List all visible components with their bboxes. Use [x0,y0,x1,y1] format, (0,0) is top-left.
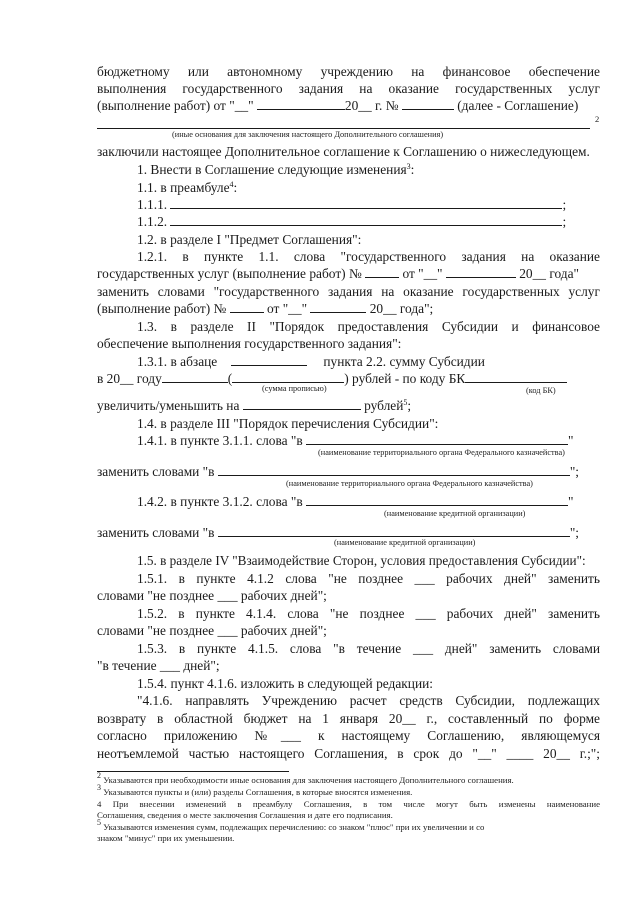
footnote-text: Указываются при необходимости иные основания для заключения настоящего Дополнительного соглашения. [101,775,514,785]
intro-date-prefix: (выполнение работ) от "__" [97,98,257,113]
caption-treasury-2: (наименование территориального органа Федерального казначейства) [286,479,533,488]
item-1-3-1-line-a [137,353,600,370]
intro-line-5: заключили настоящее Дополнительное соглашение к Соглашению о нижеследующем. [97,144,590,159]
blank-treasury-new [218,463,570,476]
caption-sum-in-words: (сумма прописью) [262,384,327,393]
quote-line-b: возврату в областной бюджет на 1 января 20__ г., составленный по форме [97,711,600,726]
footnote-mark-5: 5 [403,398,408,407]
footnote-number: 3 [97,783,101,792]
text: 1.4.2. в пункте 3.1.2. слова "в [137,494,307,509]
text: " [568,494,574,509]
footnote-mark-3: 3 [406,162,411,171]
text: (выполнение работ) № [97,301,230,316]
footnote-number: 2 [97,771,101,780]
text: 20__ года" [515,266,580,281]
blank-number [365,265,399,278]
blank-month [446,265,516,278]
blank-1-1-1 [170,196,562,209]
item-1-colon: : [410,162,415,177]
text: "; [569,464,580,479]
semicolon: ; [562,197,567,212]
text: 1.4.1. в пункте 3.1.1. слова "в [137,433,307,448]
item-1-2-1-line-c: заменить словами "государственного задания на оказание государственных услуг [97,284,600,299]
item-1-1-colon: : [233,180,238,195]
footnote-4-line-a: 4 При внесении изменений в преамбулу Соглашения, в том числе могут быть изменены наименование [97,799,600,809]
item-1-2-1-line-b [97,265,600,282]
text: пункта 2.2. сумму Субсидии [323,354,485,369]
item-1-5-1-line-a: 1.5.1. в пункте 4.1.2 слова "не позднее ___ рабочих дней" заменить [137,571,600,586]
item-1-5: 1.5. в разделе IV "Взаимодействие Сторон, условия предоставления Субсидии": [137,553,586,568]
item-1-2-1-line-d [97,300,600,317]
text: увеличить/уменьшить на [97,398,243,413]
text: от "__" [399,266,446,281]
item-1-text: 1. Внести в Соглашение следующие изменения [137,162,407,177]
intro-line-1: бюджетному или автономному учреждению на финансовое обеспечение [97,64,600,79]
item-1-5-3-line-a: 1.5.3. в пункте 4.1.5. слова "в течение ___ дней" заменить словами [137,641,600,656]
footnote-ref-2: 2 [595,114,600,124]
footnote-separator [97,771,289,772]
footnote-2 [97,771,600,786]
item-1-3-line-b: обеспечение выполнения государственного задания": [97,336,402,351]
blank-paragraph [231,353,307,366]
text: в 20__ году [97,371,162,386]
quote-line-d: неотъемлемой частью настоящего Соглашения, в срок до "__" ____ 20__ г.;"; [97,746,600,761]
text: рублей [360,398,404,413]
item-1-1 [137,179,597,196]
intro-year-number: 20__ г. № [344,98,402,113]
item-1-4-2-line-a [137,493,597,510]
item-1-5-4: 1.5.4. пункт 4.1.6. изложить в следующей редакции: [137,676,434,691]
item-1-3-line-a: 1.3. в разделе II "Порядок предоставления Субсидии и финансовое [137,319,600,334]
text: от "__" [263,301,311,316]
footnote-4-line-b: Соглашения, сведения о месте заключения Соглашения и дате его подписания. [97,810,393,820]
text: ) рублей - по коду БК [344,371,466,386]
blank-amount-words [232,370,344,383]
footnote-3 [97,783,600,798]
text: заменить словами "в [97,525,218,540]
intro-line-3 [97,97,600,114]
footnote-mark-4: 4 [229,180,234,189]
text: " [568,433,574,448]
item-1-4-1-line-b [97,463,600,480]
footnote-5-line-a [97,818,600,833]
item-1-3-1-line-b [97,370,600,387]
caption-credit-org: (наименование кредитной организации) [384,509,526,518]
caption-bk-code: (код БК) [526,386,556,395]
caption-treasury: (наименование территориального органа Федерального казначейства) [318,448,565,457]
footnote-number: 5 [97,818,101,827]
text: ( [227,371,233,386]
blank-number [230,300,264,313]
basis-blank-line [97,128,590,129]
item-1-1-2-label: 1.1.2. [137,214,171,229]
blank-1-1-2 [170,213,562,226]
text: ; [407,398,412,413]
blank-month [310,300,366,313]
blank-credit-org-new [218,524,570,537]
text: 20__ года"; [366,301,434,316]
text: "; [569,525,580,540]
text: государственных услуг (выполнение работ) № [97,266,366,281]
item-1-1-1-label: 1.1.1. [137,197,171,212]
item-1-4: 1.4. в разделе III "Порядок перечисления Субсидии": [137,416,439,431]
caption-other-basis: (иные основания для заключения настоящего Дополнительного соглашения) [172,130,444,139]
item-1-1-1 [137,196,597,213]
blank-date [257,97,345,110]
intro-hereinafter: (далее - Соглашение) [453,98,579,113]
caption-credit-org-2: (наименование кредитной организации) [334,538,476,547]
blank-treasury [306,432,568,445]
footnote-text: Указываются изменения сумм, подлежащих перечислению: со знаком "плюс" при их увеличении и со [101,822,485,832]
item-1-5-2-line-a: 1.5.2. в пункте 4.1.4. слова "не позднее ___ рабочих дней" заменить [137,606,600,621]
footnote-5-line-b: знаком "минус" при их уменьшении. [97,833,235,843]
text: 1.3.1. в абзаце [137,354,218,369]
semicolon: ; [562,214,567,229]
blank-agreement-number [402,97,454,110]
item-1-2-1-line-a: 1.2.1. в пункте 1.1. слова "государственного задания на оказание [137,249,600,264]
quote-line-a: "4.1.6. направлять Учреждению расчет средств Субсидии, подлежащих [137,693,600,708]
blank-bk-code [465,370,567,383]
item-1-3-1-line-c [97,397,600,414]
footnote-text: Указываются пункты и (или) разделы Соглашения, в которые вносятся изменения. [101,787,413,797]
blank-change-amount [243,397,361,410]
text: заменить словами "в [97,464,218,479]
item-1 [137,161,597,178]
item-1-5-2-line-b: словами "не позднее ___ рабочих дней"; [97,623,327,638]
item-1-5-1-line-b: словами "не позднее ___ рабочих дней"; [97,588,327,603]
item-1-5-3-line-b: "в течение ___ дней"; [97,658,220,673]
intro-line-2: выполнения государственного задания на оказание государственных услуг [97,81,600,96]
item-1-1-text: 1.1. в преамбуле [137,180,230,195]
blank-amount [162,370,228,383]
item-1-4-1-line-a [137,432,597,449]
blank-credit-org [306,493,568,506]
item-1-2: 1.2. в разделе I "Предмет Соглашения": [137,232,362,247]
quote-line-c: согласно приложению №___ к настоящему Соглашению, являющемуся [97,728,600,743]
item-1-1-2 [137,213,597,230]
